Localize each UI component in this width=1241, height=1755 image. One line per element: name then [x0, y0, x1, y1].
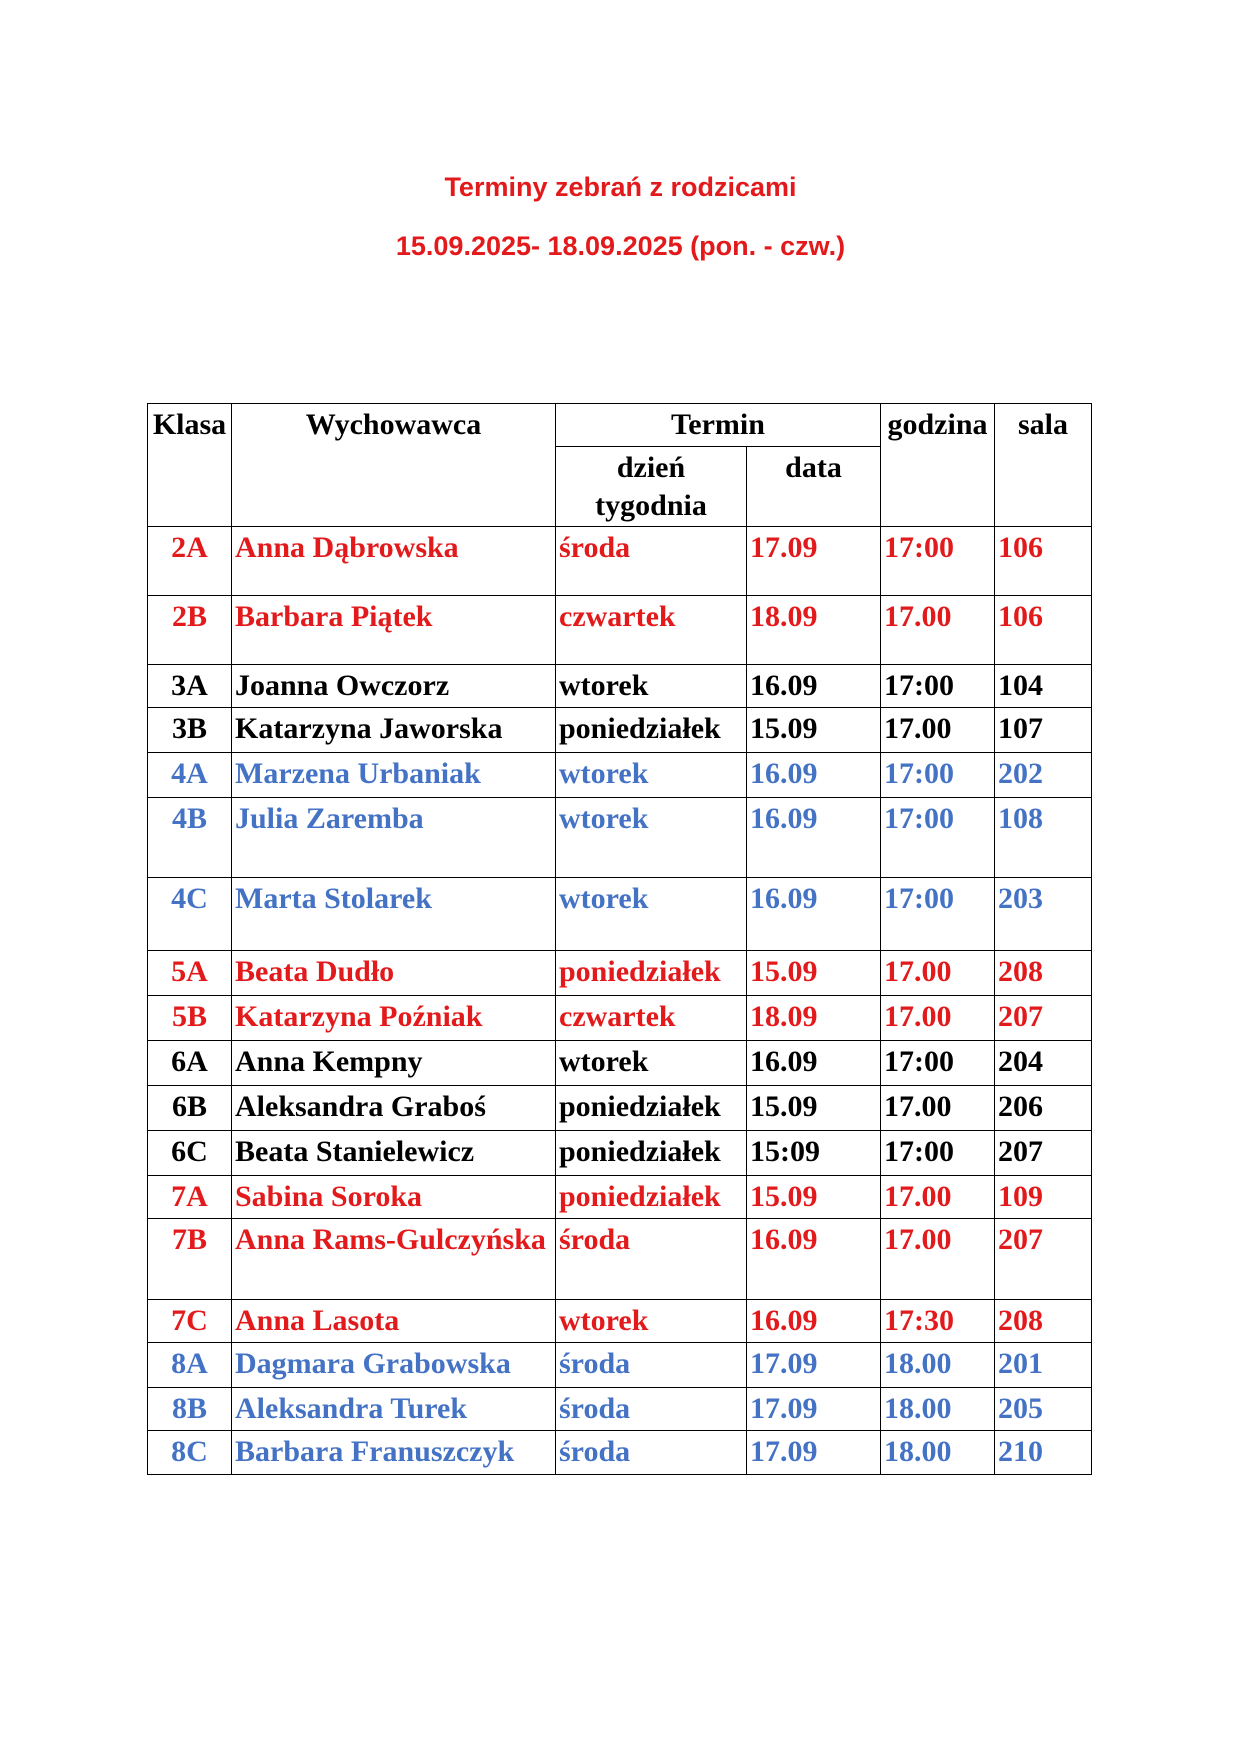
cell-wychowawca: Julia Zaremba — [232, 798, 556, 878]
document-subtitle: 15.09.2025- 18.09.2025 (pon. - czw.) — [395, 231, 846, 261]
cell-godzina: 17.00 — [881, 996, 995, 1041]
cell-dzien: wtorek — [556, 753, 747, 798]
header-dzien-line1: dzień — [616, 451, 686, 484]
cell-godzina: 17:30 — [881, 1300, 995, 1343]
table-row — [148, 1041, 1092, 1086]
cell-sala: 207 — [995, 1219, 1092, 1300]
cell-data: 18.09 — [747, 596, 881, 665]
cell-wychowawca: Anna Rams-Gulczyńska — [232, 1219, 556, 1300]
cell-data: 16.09 — [747, 1219, 881, 1300]
cell-data: 17.09 — [747, 1343, 881, 1388]
table-row — [148, 1388, 1092, 1431]
cell-data: 16.09 — [747, 798, 881, 878]
cell-godzina: 17:00 — [881, 1041, 995, 1086]
table-row — [148, 527, 1092, 596]
cell-wychowawca: Dagmara Grabowska — [232, 1343, 556, 1388]
table-row — [148, 1300, 1092, 1343]
cell-wychowawca: Aleksandra Turek — [232, 1388, 556, 1431]
cell-godzina: 17:00 — [881, 1131, 995, 1176]
cell-klasa: 6B — [148, 1086, 232, 1131]
cell-data: 16.09 — [747, 665, 881, 708]
cell-klasa: 6A — [148, 1041, 232, 1086]
header-dzien-line2: tygodnia — [595, 489, 707, 522]
cell-sala: 208 — [995, 1300, 1092, 1343]
table-row — [148, 596, 1092, 665]
cell-data: 15.09 — [747, 1176, 881, 1219]
header-termin: Termin — [556, 404, 881, 447]
cell-sala: 210 — [995, 1431, 1092, 1475]
cell-wychowawca: Barbara Piątek — [232, 596, 556, 665]
cell-dzien: wtorek — [556, 1300, 747, 1343]
cell-wychowawca: Beata Dudło — [232, 951, 556, 996]
header-dzien-tygodnia — [556, 447, 747, 527]
cell-klasa: 5B — [148, 996, 232, 1041]
cell-dzien: poniedziałek — [556, 1176, 747, 1219]
cell-dzien: czwartek — [556, 596, 747, 665]
cell-sala: 206 — [995, 1086, 1092, 1131]
table-row — [148, 878, 1092, 951]
cell-godzina: 18.00 — [881, 1388, 995, 1431]
cell-dzien: poniedziałek — [556, 1131, 747, 1176]
cell-godzina: 17.00 — [881, 1086, 995, 1131]
cell-sala: 201 — [995, 1343, 1092, 1388]
cell-data: 17.09 — [747, 527, 881, 596]
header-sala: sala — [995, 404, 1092, 527]
cell-sala: 204 — [995, 1041, 1092, 1086]
header-godzina: godzina — [881, 404, 995, 527]
cell-klasa: 8C — [148, 1431, 232, 1475]
table-row — [148, 1431, 1092, 1475]
cell-dzien: wtorek — [556, 798, 747, 878]
cell-wychowawca: Anna Dąbrowska — [232, 527, 556, 596]
table-row — [148, 1131, 1092, 1176]
cell-dzien: środa — [556, 1431, 747, 1475]
cell-wychowawca: Beata Stanielewicz — [232, 1131, 556, 1176]
cell-godzina: 17:00 — [881, 878, 995, 951]
cell-data: 16.09 — [747, 1041, 881, 1086]
table-row — [148, 753, 1092, 798]
cell-data: 16.09 — [747, 878, 881, 951]
cell-klasa: 7B — [148, 1219, 232, 1300]
table-row — [148, 1086, 1092, 1131]
cell-godzina: 17.00 — [881, 708, 995, 753]
cell-data: 17.09 — [747, 1388, 881, 1431]
table-row — [148, 798, 1092, 878]
table-row — [148, 1176, 1092, 1219]
cell-godzina: 17.00 — [881, 1219, 995, 1300]
cell-wychowawca: Katarzyna Jaworska — [232, 708, 556, 753]
cell-dzien: środa — [556, 1343, 747, 1388]
cell-klasa: 8B — [148, 1388, 232, 1431]
cell-klasa: 3B — [148, 708, 232, 753]
cell-klasa: 4A — [148, 753, 232, 798]
cell-dzien: poniedziałek — [556, 1086, 747, 1131]
cell-klasa: 2B — [148, 596, 232, 665]
cell-klasa: 7A — [148, 1176, 232, 1219]
cell-sala: 203 — [995, 878, 1092, 951]
header-data: data — [747, 447, 881, 527]
cell-data: 16.09 — [747, 1300, 881, 1343]
cell-godzina: 17:00 — [881, 753, 995, 798]
cell-sala: 104 — [995, 665, 1092, 708]
cell-klasa: 4B — [148, 798, 232, 878]
cell-klasa: 3A — [148, 665, 232, 708]
cell-wychowawca: Joanna Owczorz — [232, 665, 556, 708]
cell-godzina: 17:00 — [881, 527, 995, 596]
cell-klasa: 4C — [148, 878, 232, 951]
table-row — [148, 996, 1092, 1041]
cell-dzien: czwartek — [556, 996, 747, 1041]
cell-data: 15.09 — [747, 951, 881, 996]
cell-data: 16.09 — [747, 753, 881, 798]
cell-klasa: 5A — [148, 951, 232, 996]
cell-data: 18.09 — [747, 996, 881, 1041]
cell-sala: 205 — [995, 1388, 1092, 1431]
cell-sala: 207 — [995, 996, 1092, 1041]
cell-sala: 106 — [995, 527, 1092, 596]
cell-dzien: środa — [556, 1219, 747, 1300]
cell-godzina: 17:00 — [881, 798, 995, 878]
cell-sala: 107 — [995, 708, 1092, 753]
table-row — [148, 1343, 1092, 1388]
cell-dzien: wtorek — [556, 878, 747, 951]
cell-sala: 208 — [995, 951, 1092, 996]
schedule-table — [147, 403, 1092, 1475]
table-row — [148, 1219, 1092, 1300]
cell-sala: 108 — [995, 798, 1092, 878]
cell-sala: 109 — [995, 1176, 1092, 1219]
cell-wychowawca: Marta Stolarek — [232, 878, 556, 951]
cell-wychowawca: Marzena Urbaniak — [232, 753, 556, 798]
cell-klasa: 2A — [148, 527, 232, 596]
cell-wychowawca: Katarzyna Poźniak — [232, 996, 556, 1041]
document-title: Terminy zebrań z rodzicami — [444, 172, 797, 202]
cell-klasa: 8A — [148, 1343, 232, 1388]
cell-dzien: wtorek — [556, 1041, 747, 1086]
cell-klasa: 7C — [148, 1300, 232, 1343]
cell-sala: 202 — [995, 753, 1092, 798]
header-klasa: Klasa — [148, 404, 232, 527]
cell-wychowawca: Barbara Franuszczyk — [232, 1431, 556, 1475]
cell-dzien: środa — [556, 1388, 747, 1431]
cell-data: 15:09 — [747, 1131, 881, 1176]
cell-data: 17.09 — [747, 1431, 881, 1475]
cell-data: 15.09 — [747, 708, 881, 753]
cell-klasa: 6C — [148, 1131, 232, 1176]
header-wychowawca: Wychowawca — [232, 404, 556, 527]
table-row — [148, 665, 1092, 708]
cell-dzien: środa — [556, 527, 747, 596]
cell-data: 15.09 — [747, 1086, 881, 1131]
cell-wychowawca: Sabina Soroka — [232, 1176, 556, 1219]
cell-godzina: 17:00 — [881, 665, 995, 708]
cell-sala: 106 — [995, 596, 1092, 665]
cell-godzina: 18.00 — [881, 1431, 995, 1475]
cell-wychowawca: Anna Lasota — [232, 1300, 556, 1343]
cell-dzien: poniedziałek — [556, 708, 747, 753]
cell-godzina: 18.00 — [881, 1343, 995, 1388]
cell-sala: 207 — [995, 1131, 1092, 1176]
cell-godzina: 17.00 — [881, 1176, 995, 1219]
cell-godzina: 17.00 — [881, 951, 995, 996]
cell-wychowawca: Aleksandra Graboś — [232, 1086, 556, 1131]
cell-dzien: wtorek — [556, 665, 747, 708]
cell-godzina: 17.00 — [881, 596, 995, 665]
cell-wychowawca: Anna Kempny — [232, 1041, 556, 1086]
table-row — [148, 951, 1092, 996]
cell-dzien: poniedziałek — [556, 951, 747, 996]
table-row — [148, 708, 1092, 753]
